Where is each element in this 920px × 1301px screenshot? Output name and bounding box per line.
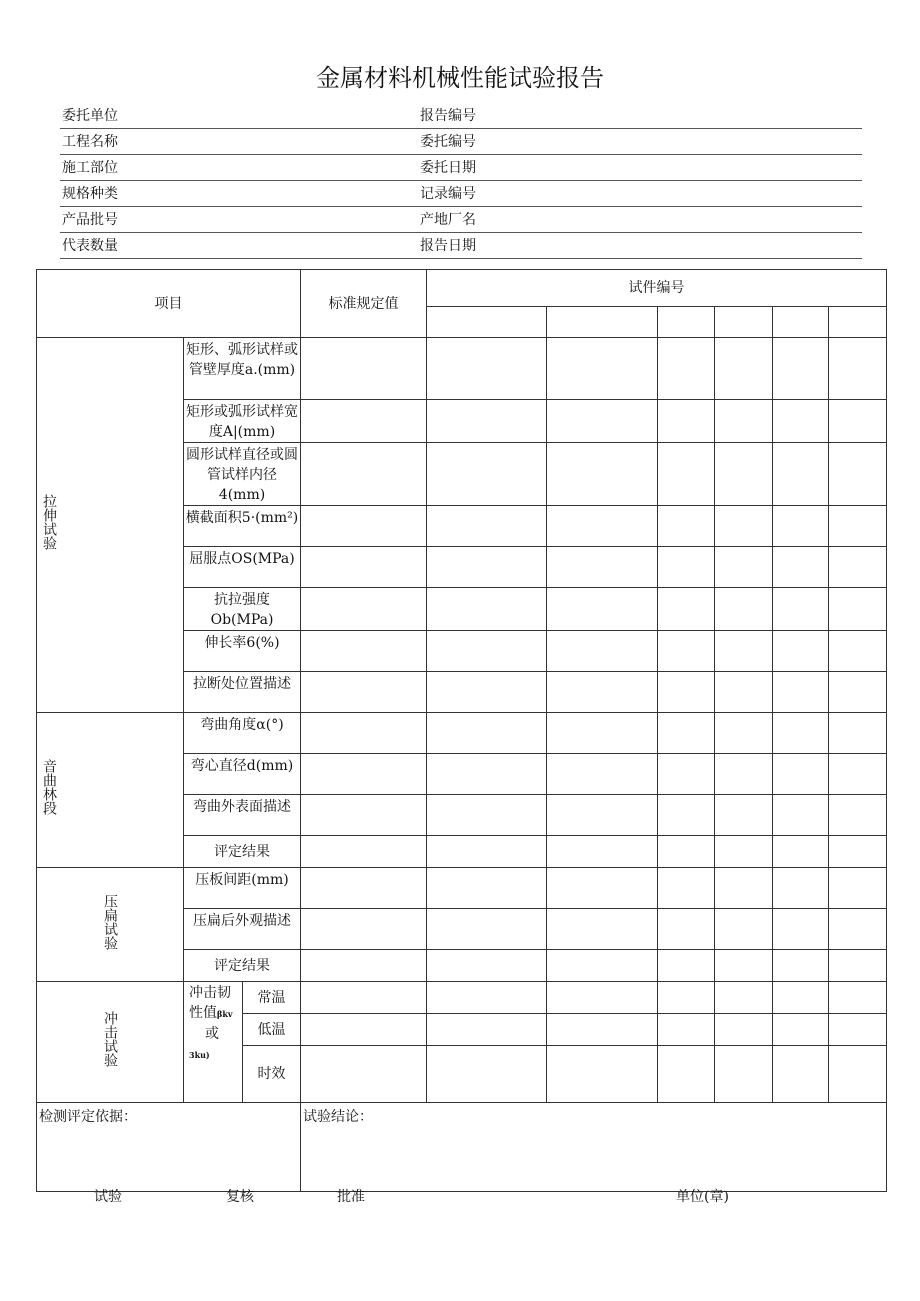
value-cell[interactable]: [773, 836, 829, 868]
value-cell[interactable]: [715, 868, 773, 909]
value-cell[interactable]: [427, 1046, 547, 1103]
value-cell[interactable]: [427, 443, 547, 506]
value-cell[interactable]: [773, 506, 829, 547]
value-cell[interactable]: [773, 795, 829, 836]
value-cell[interactable]: [829, 982, 887, 1014]
flatten-row-label: 评定结果: [184, 950, 301, 982]
standard-cell[interactable]: [301, 1046, 427, 1103]
value-cell[interactable]: [773, 631, 829, 672]
tensile-row-label: 抗拉强度Ob(MPa): [184, 588, 301, 631]
construction-part-label: 施工部位: [62, 160, 118, 176]
value-cell[interactable]: [829, 588, 887, 631]
tensile-row-label: 屈服点OS(MPa): [184, 547, 301, 588]
value-cell[interactable]: [658, 754, 715, 795]
info-row-6: [60, 234, 862, 259]
value-cell[interactable]: [773, 909, 829, 950]
value-cell[interactable]: [658, 547, 715, 588]
value-cell[interactable]: [829, 338, 887, 400]
value-cell[interactable]: [427, 338, 547, 400]
value-cell[interactable]: [427, 754, 547, 795]
bend-category-label: 音曲林段: [41, 759, 57, 815]
flatten-category-label: 压扁试验: [102, 893, 118, 950]
value-cell[interactable]: [547, 909, 658, 950]
value-cell[interactable]: [427, 400, 547, 443]
value-cell[interactable]: [658, 1014, 715, 1046]
value-cell[interactable]: [547, 1014, 658, 1046]
specimen-cell[interactable]: [773, 307, 829, 338]
flatten-category: [37, 868, 184, 982]
standard-cell[interactable]: [301, 909, 427, 950]
bend-row-label: 评定结果: [184, 836, 301, 868]
value-cell[interactable]: [715, 443, 773, 506]
standard-cell[interactable]: [301, 443, 427, 506]
impact-row-label: 低温: [243, 1014, 301, 1046]
value-cell[interactable]: [773, 338, 829, 400]
value-cell[interactable]: [547, 588, 658, 631]
info-row-4: [60, 182, 862, 207]
footer-test: 试验: [94, 1189, 122, 1205]
value-cell[interactable]: [658, 672, 715, 713]
value-cell[interactable]: [658, 1046, 715, 1103]
impact-row-label: 时效: [243, 1046, 301, 1103]
value-cell[interactable]: [715, 506, 773, 547]
impact-category: [37, 982, 184, 1103]
value-cell[interactable]: [715, 795, 773, 836]
standard-cell[interactable]: [301, 672, 427, 713]
header-standard: 标准规定值: [301, 270, 427, 338]
value-cell[interactable]: [658, 836, 715, 868]
tensile-category-label: 拉伸试验: [41, 494, 57, 550]
value-cell[interactable]: [829, 547, 887, 588]
impact-sub-label-or: 或: [205, 1026, 219, 1042]
value-cell[interactable]: [547, 506, 658, 547]
value-cell[interactable]: [547, 868, 658, 909]
value-cell[interactable]: [547, 713, 658, 754]
value-cell[interactable]: [829, 506, 887, 547]
value-cell[interactable]: [547, 754, 658, 795]
value-cell[interactable]: [715, 1046, 773, 1103]
specimen-cell[interactable]: [427, 307, 547, 338]
impact-sub-label-main: 冲击韧性值: [189, 985, 231, 1021]
value-cell[interactable]: [547, 982, 658, 1014]
basis-field[interactable]: [37, 1103, 301, 1192]
specimen-cell[interactable]: [658, 307, 715, 338]
value-cell[interactable]: [715, 836, 773, 868]
report-title: 金属材料机械性能试验报告: [316, 64, 604, 92]
value-cell[interactable]: [829, 672, 887, 713]
conclusion-field[interactable]: [301, 1103, 887, 1192]
commission-date-label: 委托日期: [420, 160, 476, 176]
value-cell[interactable]: [715, 754, 773, 795]
impact-row-label: 常温: [243, 982, 301, 1014]
value-cell[interactable]: [658, 868, 715, 909]
value-cell[interactable]: [427, 631, 547, 672]
standard-cell[interactable]: [301, 713, 427, 754]
value-cell[interactable]: [427, 672, 547, 713]
value-cell[interactable]: [829, 950, 887, 982]
value-cell[interactable]: [547, 1046, 658, 1103]
value-cell[interactable]: [829, 400, 887, 443]
value-cell[interactable]: [829, 631, 887, 672]
standard-cell[interactable]: [301, 836, 427, 868]
value-cell[interactable]: [773, 672, 829, 713]
value-cell[interactable]: [773, 1046, 829, 1103]
bend-row-label: 弯心直径d(mm): [184, 754, 301, 795]
standard-cell[interactable]: [301, 588, 427, 631]
tensile-category: [37, 338, 184, 713]
value-cell[interactable]: [547, 836, 658, 868]
info-row-1: [60, 104, 862, 129]
standard-cell[interactable]: [301, 338, 427, 400]
standard-cell[interactable]: [301, 795, 427, 836]
manufacturer-label: 产地厂名: [420, 212, 476, 228]
tensile-row-label: 横截面积5·(mm²): [184, 506, 301, 547]
value-cell[interactable]: [427, 795, 547, 836]
value-cell[interactable]: [658, 506, 715, 547]
value-cell[interactable]: [658, 631, 715, 672]
value-cell[interactable]: [715, 1014, 773, 1046]
value-cell[interactable]: [715, 950, 773, 982]
basis-label: 检测评定依据：: [39, 1109, 137, 1125]
report-date-label: 报告日期: [420, 238, 476, 254]
bend-category: [37, 713, 184, 868]
value-cell[interactable]: [829, 1014, 887, 1046]
commission-no-label: 委托编号: [420, 134, 476, 150]
value-cell[interactable]: [773, 400, 829, 443]
value-cell[interactable]: [658, 400, 715, 443]
value-cell[interactable]: [773, 443, 829, 506]
value-cell[interactable]: [829, 713, 887, 754]
value-cell[interactable]: [773, 713, 829, 754]
standard-cell[interactable]: [301, 547, 427, 588]
project-name-label: 工程名称: [62, 134, 118, 150]
value-cell[interactable]: [715, 547, 773, 588]
value-cell[interactable]: [547, 400, 658, 443]
footer-unit: 单位(章): [676, 1189, 729, 1205]
value-cell[interactable]: [547, 795, 658, 836]
header-specimen-no: 试件编号: [427, 270, 887, 307]
value-cell[interactable]: [773, 754, 829, 795]
value-cell[interactable]: [658, 982, 715, 1014]
value-cell[interactable]: [547, 950, 658, 982]
specimen-cell[interactable]: [715, 307, 773, 338]
flatten-row-label: 压板间距(mm): [184, 868, 301, 909]
flatten-row-label: 压扁后外观描述: [184, 909, 301, 950]
value-cell[interactable]: [427, 588, 547, 631]
bend-row-label: 弯曲角度α(°): [184, 713, 301, 754]
standard-cell[interactable]: [301, 1014, 427, 1046]
standard-cell[interactable]: [301, 506, 427, 547]
info-row-3: [60, 156, 862, 181]
tensile-row-label: 圆形试样直径或圆管试样内径4(mm): [184, 443, 301, 506]
value-cell[interactable]: [773, 982, 829, 1014]
client-label: 委托单位: [62, 108, 118, 124]
value-cell[interactable]: [658, 909, 715, 950]
value-cell[interactable]: [829, 795, 887, 836]
value-cell[interactable]: [773, 1014, 829, 1046]
value-cell[interactable]: [658, 443, 715, 506]
value-cell[interactable]: [427, 982, 547, 1014]
standard-cell[interactable]: [301, 754, 427, 795]
value-cell[interactable]: [829, 836, 887, 868]
value-cell[interactable]: [658, 338, 715, 400]
conclusion-label: 试验结论：: [303, 1109, 374, 1125]
report-no-label: 报告编号: [420, 108, 476, 124]
value-cell[interactable]: [427, 868, 547, 909]
value-cell[interactable]: [715, 338, 773, 400]
value-cell[interactable]: [427, 909, 547, 950]
tensile-row-label: 拉断处位置描述: [184, 672, 301, 713]
info-row-2: [60, 130, 862, 155]
value-cell[interactable]: [547, 338, 658, 400]
specimen-cell[interactable]: [829, 307, 887, 338]
value-cell[interactable]: [773, 588, 829, 631]
value-cell[interactable]: [773, 950, 829, 982]
header-item: 项目: [37, 270, 301, 338]
footer-review: 复核: [226, 1189, 254, 1205]
value-cell[interactable]: [715, 672, 773, 713]
value-cell[interactable]: [829, 754, 887, 795]
standard-cell[interactable]: [301, 982, 427, 1014]
value-cell[interactable]: [427, 1014, 547, 1046]
tensile-row-label: 伸长率6(%): [184, 631, 301, 672]
value-cell[interactable]: [829, 909, 887, 950]
value-cell[interactable]: [715, 909, 773, 950]
value-cell[interactable]: [427, 713, 547, 754]
value-cell[interactable]: [715, 713, 773, 754]
value-cell[interactable]: [658, 588, 715, 631]
value-cell[interactable]: [427, 836, 547, 868]
tensile-row-label: 矩形或弧形试样宽度A|(mm): [184, 400, 301, 443]
tensile-row-label: 矩形、弧形试样或管壁厚度a.(mm): [184, 338, 301, 400]
value-cell[interactable]: [547, 672, 658, 713]
specimen-cell[interactable]: [547, 307, 658, 338]
value-cell[interactable]: [547, 547, 658, 588]
value-cell[interactable]: [658, 713, 715, 754]
value-cell[interactable]: [829, 443, 887, 506]
standard-cell[interactable]: [301, 868, 427, 909]
impact-sub-label-small1: βkv: [217, 1009, 233, 1019]
value-cell[interactable]: [715, 631, 773, 672]
impact-category-label: 冲击试验: [102, 1011, 118, 1067]
standard-cell[interactable]: [301, 631, 427, 672]
spec-type-label: 规格种类: [62, 186, 118, 202]
value-cell[interactable]: [773, 547, 829, 588]
footer-approve: 批准: [337, 1189, 365, 1205]
record-no-label: 记录编号: [420, 186, 476, 202]
impact-sub-label: [184, 982, 243, 1103]
impact-sub-label-small2: 3ku): [189, 1050, 210, 1060]
standard-cell[interactable]: [301, 400, 427, 443]
value-cell[interactable]: [547, 443, 658, 506]
value-cell[interactable]: [829, 868, 887, 909]
value-cell[interactable]: [658, 950, 715, 982]
value-cell[interactable]: [658, 795, 715, 836]
standard-cell[interactable]: [301, 950, 427, 982]
bend-row-label: 弯曲外表面描述: [184, 795, 301, 836]
test-table: [36, 269, 887, 1192]
value-cell[interactable]: [715, 400, 773, 443]
value-cell[interactable]: [715, 588, 773, 631]
quantity-label: 代表数量: [62, 238, 118, 254]
value-cell[interactable]: [427, 547, 547, 588]
value-cell[interactable]: [773, 868, 829, 909]
value-cell[interactable]: [427, 950, 547, 982]
batch-no-label: 产品批号: [62, 212, 118, 228]
value-cell[interactable]: [715, 982, 773, 1014]
value-cell[interactable]: [547, 631, 658, 672]
value-cell[interactable]: [427, 506, 547, 547]
value-cell[interactable]: [829, 1046, 887, 1103]
info-row-5: [60, 208, 862, 233]
